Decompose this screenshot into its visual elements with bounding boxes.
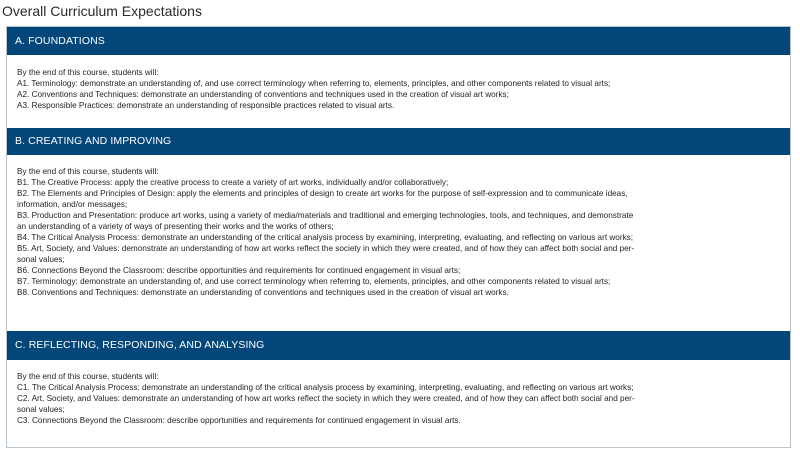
expectation-b1: B1. The Creative Process: apply the creative process to create a variety of art works, individually and/or collaboratively; xyxy=(17,178,449,187)
section-b-intro: By the end of this course, students will: xyxy=(17,167,159,176)
expectation-b3-continued: an understanding of a variety of ways of presenting their works and the works of others; xyxy=(17,222,334,231)
expectation-b7: B7. Terminology: demonstrate an understanding of, and use correct terminology when referring to, elements, principles, and other components related to visual arts; xyxy=(17,277,611,286)
section-c-header: C. REFLECTING, RESPONDING, AND ANALYSING xyxy=(7,331,790,360)
expectation-b4: B4. The Critical Analysis Process: demonstrate an understanding of the critical analysis process by examining, interpreting, evaluating, and reflecting on various art works; xyxy=(17,233,634,242)
expectation-b3: B3. Production and Presentation: produce art works, using a variety of media/materials and traditional and emerging technologies, tools, and techniques, and demonstrate xyxy=(17,211,634,220)
section-c-intro: By the end of this course, students will: xyxy=(17,372,159,381)
expectation-a1: A1. Terminology: demonstrate an understanding of, and use correct terminology when referring to, elements, principles, and other components related to visual arts; xyxy=(17,79,611,88)
section-a-header: A. FOUNDATIONS xyxy=(7,27,790,55)
expectation-b2: B2. The Elements and Principles of Design: apply the elements and principles of design to create art works for the purpose of self-expression and to communicate ideas, xyxy=(17,189,628,198)
expectation-b8: B8. Conventions and Techniques: demonstrate an understanding of conventions and techniques used in the creation of visual art works. xyxy=(17,288,509,297)
curriculum-table xyxy=(6,26,791,448)
expectation-b2-continued: information, and/or messages; xyxy=(17,200,128,209)
expectation-b6: B6. Connections Beyond the Classroom: describe opportunities and requirements for continued engagement in visual arts; xyxy=(17,266,461,275)
expectation-c1: C1. The Critical Analysis Process: demonstrate an understanding of the critical analysis process by examining, interpreting, evaluating, and reflecting on various art works; xyxy=(17,383,634,392)
expectation-c2: C2. Art, Society, and Values: demonstrate an understanding of how art works reflect the society in which they were created, and of how they can affect both social and per- xyxy=(17,394,635,403)
section-a-body xyxy=(7,67,790,111)
section-b-header: B. CREATING AND IMPROVING xyxy=(7,128,790,155)
expectation-c3: C3. Connections Beyond the Classroom: describe opportunities and requirements for continued engagement in visual arts. xyxy=(17,416,461,425)
expectation-a3: A3. Responsible Practices: demonstrate an understanding of responsible practices related to visual arts. xyxy=(17,101,395,110)
section-b-body xyxy=(7,166,790,298)
expectation-b5: B5. Art, Society, and Values: demonstrate an understanding of how art works reflect the society in which they were created, and of how they can affect both social and per- xyxy=(17,244,635,253)
section-c-body xyxy=(7,371,790,426)
expectation-c2-continued: sonal values; xyxy=(17,405,65,414)
section-a-intro: By the end of this course, students will: xyxy=(17,68,159,77)
expectation-b5-continued: sonal values; xyxy=(17,255,65,264)
expectation-a2: A2. Conventions and Techniques: demonstrate an understanding of conventions and techniques used in the creation of visual art works; xyxy=(17,90,509,99)
page-title: Overall Curriculum Expectations xyxy=(2,3,202,19)
